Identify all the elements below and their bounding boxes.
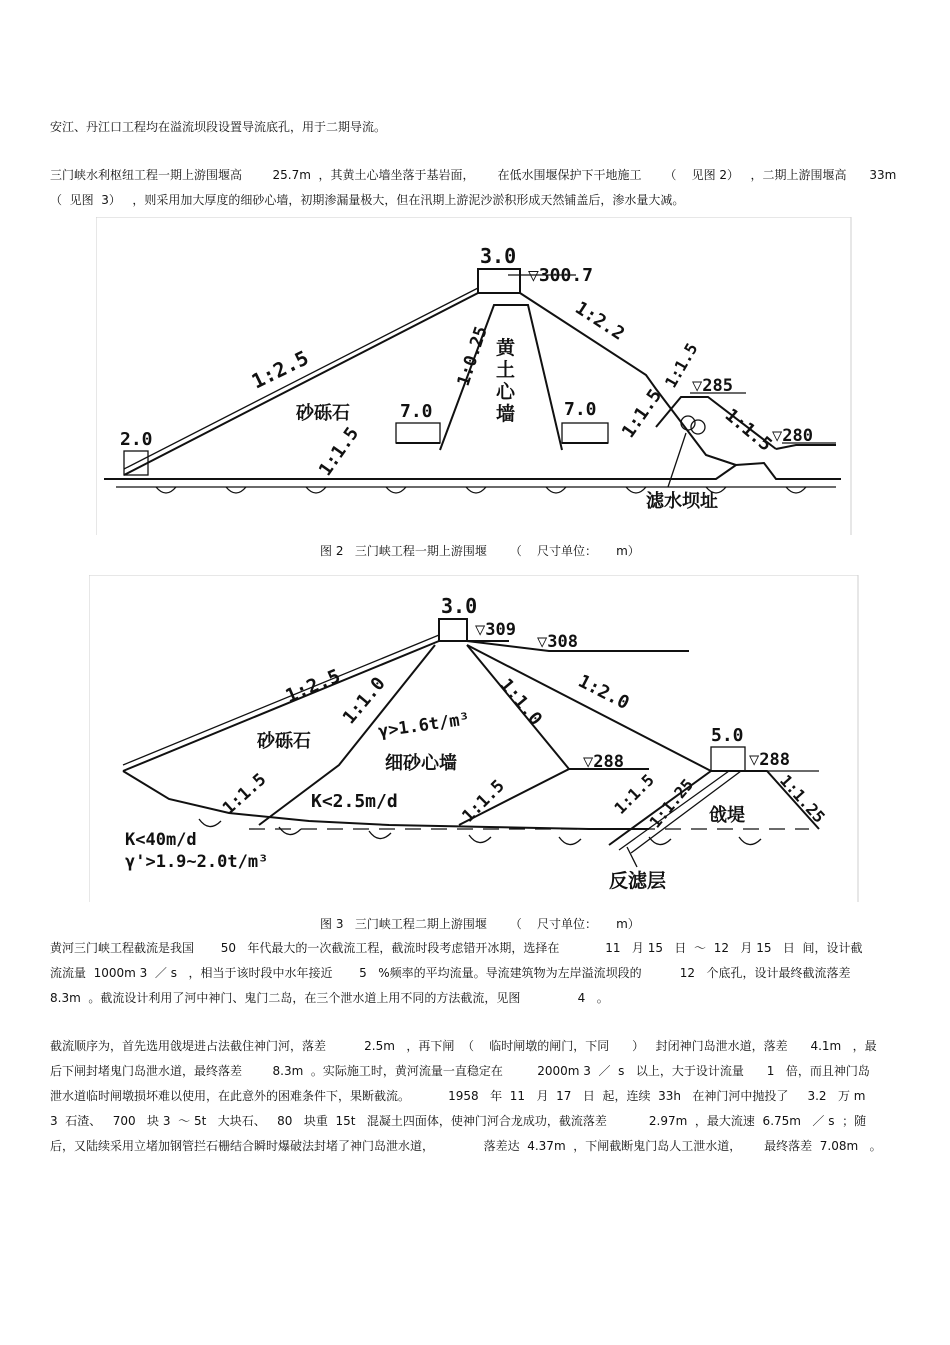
- figure-3-diagram: [89, 575, 859, 902]
- paragraph-closure-design: [50, 936, 902, 1011]
- crest-width-label: 3.0: [480, 244, 517, 268]
- text-line: 3 石渣、 700 块 3 ～ 5t 大块石、 80 块重 15t 混凝土四面体，使神门河合龙成功，截流落差 2.97m ，最大流速 6.75m ／ s ；随: [50, 1114, 867, 1128]
- text-line: 黄河三门峡工程截流是我国 50 年代最大的一次截流工程，截流时段考虑错开冰期，选择在 11 月 15 日 ～ 12 月 15 日 间，设计截: [50, 941, 863, 955]
- filter-label: 反滤层: [609, 870, 667, 892]
- core-label: 黄土心墙: [496, 337, 516, 425]
- slope-label: 1:1.5: [617, 385, 667, 442]
- elevation-label: ▽288: [749, 750, 790, 770]
- slope-label: 1:2.5: [282, 665, 344, 708]
- elevation-label: ▽308: [537, 632, 578, 652]
- slope-label: 1:1.5: [720, 404, 776, 456]
- slope-label: 1:1.5: [458, 776, 509, 827]
- slope-label: 1:1.25: [645, 775, 698, 832]
- gravel-label: 砂砾石: [296, 403, 350, 424]
- elevation-label: ▽285: [692, 376, 733, 396]
- slope-label: 1:1.5: [661, 339, 702, 391]
- slope-label: 1:1.5: [218, 769, 271, 819]
- gravel-label: 砂砾石: [257, 731, 311, 752]
- text-line: 流流量 1000m 3 ／ s ，相当于该时段中水年接近 5 %频率的平均流量。导流建筑物为左岸溢流坝段的 12 个底孔，设计最终截流落差: [50, 966, 851, 980]
- text-line: 8.3m 。截流设计利用了河中神门、鬼门二岛，在三个泄水道上用不同的方法截流，见图 4 。: [50, 991, 609, 1005]
- permeability-label: K<2.5m/d: [311, 791, 398, 812]
- slope-label: 1:1.0: [495, 674, 547, 730]
- figure-2-caption: 图 2 三门峡工程一期上游围堰 （ 尺寸单位： m）: [320, 544, 640, 558]
- slope-label: 1:1.0: [338, 673, 390, 729]
- elevation-label: ▽280: [772, 426, 813, 446]
- core-label: 细砂心墙: [385, 753, 457, 774]
- crest-width-label: 3.0: [441, 594, 478, 618]
- figure-3-caption: 图 3 三门峡工程二期上游围堰 （ 尺寸单位： m）: [320, 917, 640, 931]
- slope-label: 1:2.2: [571, 297, 629, 345]
- elevation-label: ▽300.7: [528, 265, 594, 286]
- text-line: （ 见图 3） ，则采用加大厚度的细砂心墙，初期渗漏量极大，但在汛期上游泥沙淤积形成天然铺盖后，渗水量大减。: [50, 193, 685, 207]
- density-label: γ'>1.9~2.0t/m³: [125, 852, 269, 872]
- berm-width-label: 7.0: [564, 399, 597, 420]
- text-line: 截流顺序为，首先选用戗堤进占法截住神门河，落差 2.5m ，再下闸 （ 临时闸墩的闸门，下同 ） 封闭神门岛泄水道，落差 4.1m ，最: [50, 1039, 877, 1053]
- text-line: 后，又陆续采用立堵加钢管拦石栅结合瞬时爆破法封堵了神门岛泄水道， 落差达 4.37m ，下闸截断鬼门岛人工泄水道， 最终落差 7.08m 。: [50, 1139, 882, 1153]
- toe-drain-label: 滤水坝址: [646, 491, 718, 512]
- text-line: 后下闸封堵鬼门岛泄水道，最终落差 8.3m 。实际施工时，黄河流量一直稳定在 2000m 3 ／ s 以上，大于设计流量 1 倍，而且神门岛: [50, 1064, 870, 1078]
- toe-width-label: 2.0: [120, 429, 153, 450]
- dyke-label: 戗堤: [709, 805, 745, 826]
- figure-2-diagram: [96, 217, 852, 535]
- text-line: 安江、丹江口工程均在溢流坝段设置导流底孔，用于二期导流。: [50, 120, 387, 134]
- dyke-width-label: 5.0: [711, 725, 744, 746]
- slope-label: 1:2.0: [574, 670, 633, 715]
- permeability-label: K<40m/d: [125, 830, 197, 850]
- slope-label: 1:0.25: [453, 323, 492, 389]
- slope-label: 1:1.5: [314, 423, 364, 480]
- paragraph-diversion: [50, 115, 902, 140]
- slope-label: 1:1.25: [776, 770, 829, 827]
- paragraph-closure-sequence: [50, 1034, 902, 1159]
- density-label: γ>1.6t/m³: [376, 709, 471, 742]
- elevation-label: ▽309: [475, 620, 516, 640]
- elevation-label: ▽288: [583, 752, 624, 772]
- text-line: 三门峡水利枢纽工程一期上游围堰高 25.7m ，其黄土心墙坐落于基岩面， 在低水围堰保护下干地施工 （ 见图 2） ，二期上游围堰高 33m: [50, 168, 897, 182]
- slope-label: 1:1.5: [610, 770, 658, 818]
- text-line: 泄水道临时闸墩损坏难以使用，在此意外的困难条件下，果断截流。 1958 年 11 月 17 日 起，连续 33h 在神门河中抛投了 3.2 万 m: [50, 1089, 866, 1103]
- paragraph-cofferdam: [50, 163, 902, 213]
- slope-label: 1:2.5: [247, 345, 313, 394]
- berm-width-label: 7.0: [400, 401, 433, 422]
